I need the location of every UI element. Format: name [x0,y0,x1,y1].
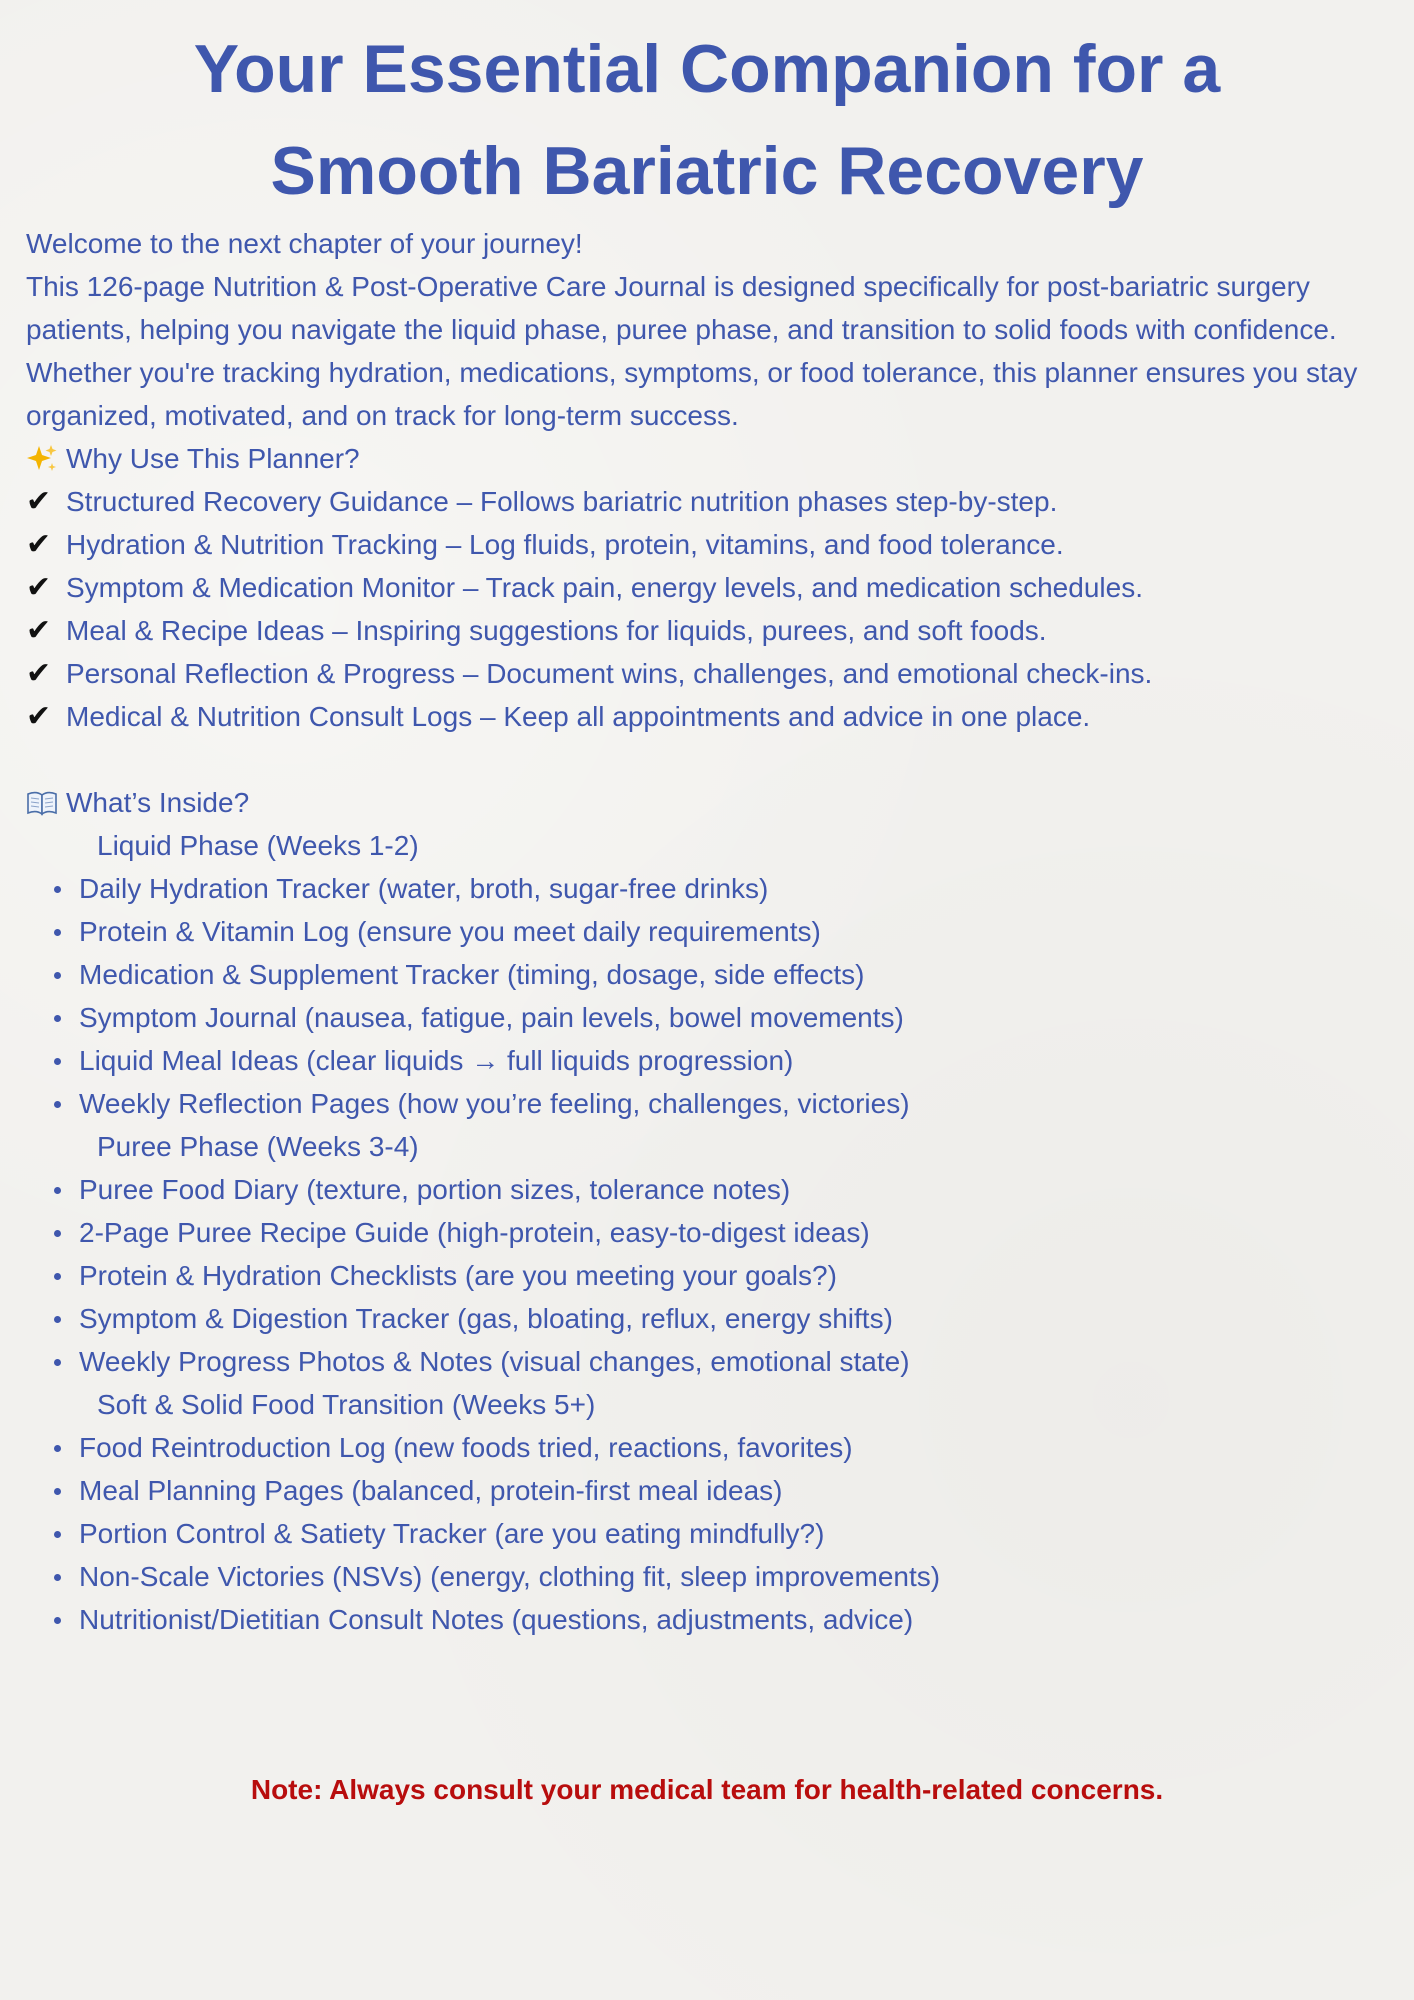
list-item: Puree Food Diary (texture, portion sizes, tolerance notes) [79,1168,1388,1211]
intro-benefits: Whether you're tracking hydration, medications, symptoms, or food tolerance, this planner ensures you stay organized, motivated, and on track for long-term success. [26,357,1358,431]
list-item: Weekly Progress Photos & Notes (visual changes, emotional state) [79,1340,1388,1383]
check-icon: ✔ [26,570,52,605]
why-section [26,437,1388,738]
intro-section [26,222,1388,437]
list-item: Weekly Reflection Pages (how you’re feeling, challenges, victories) [79,1082,1388,1125]
solid-phase-list [26,1426,1388,1641]
list-item: Liquid Meal Ideas (clear liquids → full liquids progression) [79,1039,1388,1082]
why-heading-text: Why Use This Planner? [66,443,360,474]
inside-section [26,781,1388,1641]
list-item: Protein & Hydration Checklists (are you meeting your goals?) [79,1254,1388,1297]
sparkles-icon [26,443,58,475]
liquid-phase-list [26,867,1388,1125]
list-item: Symptom Journal (nausea, fatigue, pain levels, bowel movements) [79,996,1388,1039]
benefit-item [26,523,1388,566]
check-icon: ✔ [26,484,52,519]
page-title: Your Essential Companion for a Smooth Bariatric Recovery [193,31,1221,209]
puree-phase-list [26,1168,1388,1383]
benefit-item [26,652,1388,695]
benefit-list [26,480,1388,738]
list-item: Food Reintroduction Log (new foods tried, reactions, favorites) [79,1426,1388,1469]
list-item: Non-Scale Victories (NSVs) (energy, clothing fit, sleep improvements) [79,1555,1388,1598]
intro-description: This 126-page Nutrition & Post-Operative Care Journal is designed specifically for post-bariatric surgery patients, helping you navigate the liquid phase, puree phase, and transition to solid foods with confidence. [26,271,1337,345]
benefit-text: Hydration & Nutrition Tracking – Log fluids, protein, vitamins, and food tolerance. [66,529,1064,560]
inside-heading [26,781,1388,824]
why-heading [26,437,1388,480]
benefit-text: Personal Reflection & Progress – Document wins, challenges, and emotional check-ins. [66,658,1153,689]
benefit-text: Meal & Recipe Ideas – Inspiring suggestions for liquids, purees, and soft foods. [66,615,1047,646]
benefit-text: Structured Recovery Guidance – Follows bariatric nutrition phases step-by-step. [66,486,1058,517]
list-item: Portion Control & Satiety Tracker (are you eating mindfully?) [79,1512,1388,1555]
list-item: Medication & Supplement Tracker (timing, dosage, side effects) [79,953,1388,996]
list-item: Protein & Vitamin Log (ensure you meet daily requirements) [79,910,1388,953]
check-icon: ✔ [26,656,52,691]
check-icon: ✔ [26,613,52,648]
list-item: Symptom & Digestion Tracker (gas, bloating, reflux, energy shifts) [79,1297,1388,1340]
phase-title-puree: Puree Phase (Weeks 3-4) [97,1131,419,1162]
phase-title-liquid: Liquid Phase (Weeks 1-2) [97,830,419,861]
list-item: 2-Page Puree Recipe Guide (high-protein, easy-to-digest ideas) [79,1211,1388,1254]
benefit-text: Symptom & Medication Monitor – Track pain, energy levels, and medication schedules. [66,572,1143,603]
benefit-text: Medical & Nutrition Consult Logs – Keep all appointments and advice in one place. [66,701,1091,732]
benefit-item [26,566,1388,609]
phase-title-solid: Soft & Solid Food Transition (Weeks 5+) [97,1389,596,1420]
open-book-icon [26,787,58,819]
check-icon: ✔ [26,527,52,562]
benefit-item [26,695,1388,738]
benefit-item [26,609,1388,652]
benefit-item [26,480,1388,523]
list-item: Meal Planning Pages (balanced, protein-first meal ideas) [79,1469,1388,1512]
medical-note: Note: Always consult your medical team for health-related concerns. [250,1774,1164,1805]
list-item: Daily Hydration Tracker (water, broth, sugar-free drinks) [79,867,1388,910]
inside-heading-text: What’s Inside? [66,787,250,818]
list-item: Nutritionist/Dietitian Consult Notes (questions, adjustments, advice) [79,1598,1388,1641]
section-spacer [26,738,1388,781]
intro-welcome: Welcome to the next chapter of your journey! [26,228,583,259]
check-icon: ✔ [26,699,52,734]
